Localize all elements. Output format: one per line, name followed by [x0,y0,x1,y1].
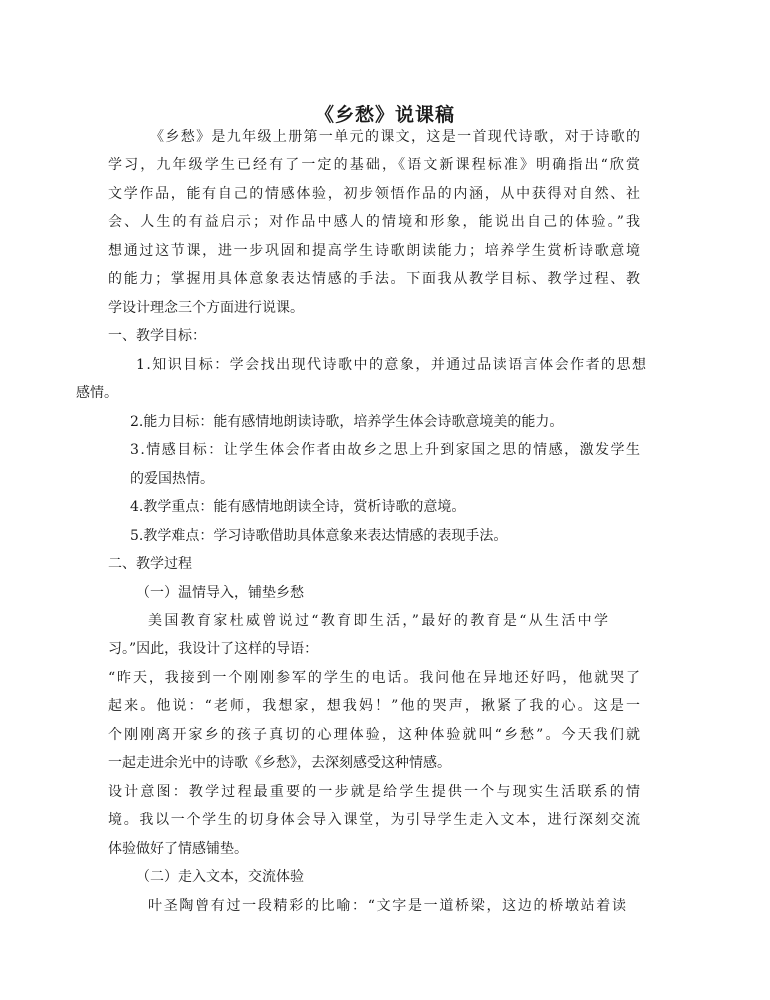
document-title: 《乡愁》说课稿 [314,104,455,126]
body-line: 2.能力目标：能有感情地朗读诗歌，培养学生体会诗歌意境美的能力。 [130,414,564,430]
body-line: 体验做好了情感铺垫。 [108,841,248,857]
body-line: 文学作品，能有自己的情感体验，初步领悟作品的内涵，从中获得对自然、社 [108,186,642,202]
body-line: 设计意图：教学过程最重要的一步就是给学生提供一个与现实生活联系的情 [108,784,643,800]
body-line: 想通过这节课，进一步巩固和提高学生诗歌朗读能力；培养学生赏析诗歌意境 [108,243,642,259]
body-line: 个刚刚离开家乡的孩子真切的心理体验，这种体验就叫“乡愁”。今天我们就 [108,727,643,743]
body-line: 的爱国热情。 [130,471,214,487]
body-line: 美国教育家杜威曾说过“教育即生活，”最好的教育是“从生活中学 [148,613,611,629]
body-line: 境。我以一个学生的切身体会导入课堂，为引导学生走入文本，进行深刻交流 [108,812,642,828]
body-line: 5.教学难点：学习诗歌借助具体意象来表达情感的表现手法。 [130,528,508,544]
body-line: 学设计理念三个方面进行说课。 [108,300,304,316]
body-line: 二、教学过程 [108,556,192,572]
body-line: 感情。 [76,385,118,401]
body-line: 会、人生的有益启示；对作品中感人的情境和形象，能说出自己的体验。”我 [108,214,643,230]
body-line: （二）走入文本，交流体验 [136,869,304,885]
body-line: （一）温情导入，铺垫乡愁 [136,585,304,601]
body-line: 叶圣陶曾有过一段精彩的比喻：“文字是一道桥梁，这边的桥墩站着读 [148,898,628,914]
body-line: 一起走进余光中的诗歌《乡愁》，去深刻感受这种情感。 [108,755,451,771]
body-line: 起来。他说：“老师，我想家，想我妈！”他的哭声，揪紧了我的心。这是一 [108,698,643,714]
body-line: 3.情感目标：让学生体会作者由故乡之思上升到家国之思的情感，激发学生 [130,442,642,458]
body-line: 习。”因此，我设计了这样的导语： [108,641,319,657]
body-line: 1.知识目标：学会找出现代诗歌中的意象，并通过品读语言体会作者的思想 [136,357,648,373]
body-line: 一、教学目标： [108,328,206,344]
body-line: 学习，九年级学生已经有了一定的基础，《语文新课程标准》明确指出“欣赏 [108,157,643,173]
body-line: “昨天，我接到一个刚刚参军的学生的电话。我问他在异地还好吗，他就哭了 [108,670,642,686]
body-line: 4.教学重点：能有感情地朗读全诗，赏析诗歌的意境。 [130,499,466,515]
body-line: 的能力；掌握用具体意象表达情感的手法。下面我从教学目标、教学过程、教 [108,271,642,287]
body-line: 《乡愁》是九年级上册第一单元的课文，这是一首现代诗歌，对于诗歌的 [150,129,642,145]
